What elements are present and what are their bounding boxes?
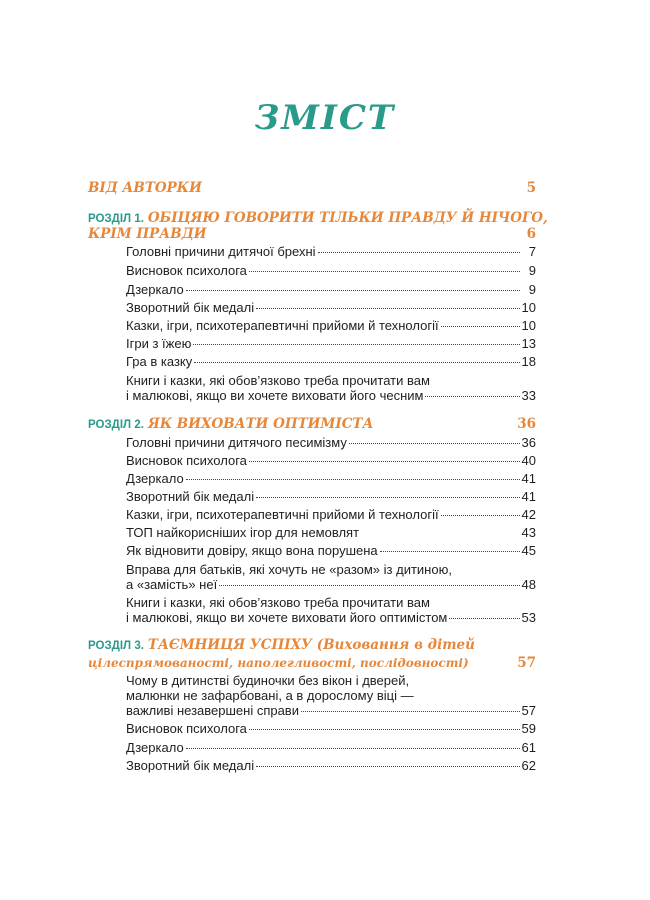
entry-page: 13 [521, 336, 536, 351]
toc-entry-multiline[interactable] [126, 673, 536, 718]
section-page: 6 [526, 226, 536, 242]
entry-text: Головні причини дитячої брехні [126, 244, 316, 259]
dot-leader [441, 326, 520, 327]
dot-leader [425, 396, 519, 397]
section-page: 36 [517, 416, 536, 432]
entry-page: 10 [521, 318, 536, 333]
toc-intro[interactable] [88, 180, 536, 196]
entry-text: Дзеркало [126, 740, 184, 755]
entry-text: Висновок психолога [126, 721, 247, 736]
entry-page: 62 [521, 758, 536, 773]
section-title: ТАЄМНИЦЯ УСПІХУ (Виховання в дітей [147, 637, 475, 653]
toc-entry-multiline[interactable] [126, 595, 536, 625]
dot-leader [449, 618, 519, 619]
entry-text: Казки, ігри, психотерапевтичні прийоми й технології [126, 507, 439, 522]
entry-text: Гра в казку [126, 354, 193, 369]
toc-entry-multiline[interactable] [126, 373, 536, 403]
dot-leader [380, 551, 520, 552]
entry-page: 53 [521, 610, 536, 625]
toc-entry-multiline[interactable] [126, 562, 536, 592]
toc-entry[interactable] [126, 543, 536, 558]
toc-entry[interactable] [126, 244, 536, 259]
dot-leader [349, 443, 520, 444]
entry-page: 9 [528, 282, 536, 297]
page-title: ЗМІСТ [254, 98, 396, 138]
dot-leader [186, 479, 520, 480]
toc-entry[interactable] [126, 435, 536, 450]
entry-page: 48 [521, 577, 536, 592]
toc-entry[interactable] [126, 471, 536, 486]
entry-page: 61 [521, 740, 536, 755]
entry-page: 7 [528, 244, 536, 259]
entry-text: Зворотний бік медалі [126, 489, 255, 504]
section-title: ОБІЦЯЮ ГОВОРИТИ ТІЛЬКИ ПРАВДУ Й НІЧОГО, [147, 210, 548, 226]
entry-text: Головні причини дитячого песимізму [126, 435, 347, 450]
dot-leader [186, 290, 520, 291]
section-page: 57 [517, 655, 536, 671]
section-2-heading[interactable] [88, 416, 536, 432]
toc-entry[interactable] [126, 721, 536, 736]
entry-page: 41 [521, 471, 536, 486]
entry-page: 18 [521, 354, 536, 369]
dot-leader [194, 362, 519, 363]
entry-text: Дзеркало [126, 471, 184, 486]
entry-page: 41 [521, 489, 536, 504]
dot-leader [301, 711, 520, 712]
section-3-heading[interactable] [88, 637, 536, 653]
entry-text: Як відновити довіру, якщо вона порушена [126, 543, 378, 558]
dot-leader [256, 497, 519, 498]
toc-entry[interactable] [126, 354, 536, 369]
dot-leader [256, 766, 519, 767]
dot-leader [219, 585, 519, 586]
intro-page: 5 [526, 180, 536, 196]
entry-text-line: а «замість» неї [126, 577, 218, 592]
section-1-heading-cont[interactable] [88, 226, 536, 242]
entry-text-line: Чому в дитинстві будиночки без вікон і дверей, [126, 673, 410, 688]
section-title: ЯК ВИХОВАТИ ОПТИМІСТА [147, 416, 374, 432]
toc-entry[interactable] [126, 336, 536, 351]
entry-text-line: Книги і казки, які обов’язково треба прочитати вам [126, 373, 430, 388]
toc-entry[interactable] [126, 507, 536, 522]
entry-text: Зворотний бік медалі [126, 758, 255, 773]
toc-entry[interactable] [126, 489, 536, 504]
dot-leader [441, 515, 520, 516]
entry-text-line: Вправа для батьків, які хочуть не «разом» із дитиною, [126, 562, 452, 577]
entry-page: 40 [521, 453, 536, 468]
entry-page: 57 [521, 703, 536, 718]
toc-entry[interactable] [126, 453, 536, 468]
entry-page: 59 [521, 721, 536, 736]
section-prefix: РОЗДІЛ 2. [88, 419, 144, 431]
toc-entry[interactable] [126, 282, 536, 297]
dot-leader [249, 271, 520, 272]
entry-text: Ігри з їжею [126, 336, 192, 351]
section-1-heading[interactable] [88, 210, 548, 226]
entry-page: 9 [528, 263, 536, 278]
toc-entry[interactable] [126, 300, 536, 315]
dot-leader [318, 252, 520, 253]
toc-entry[interactable] [126, 740, 536, 755]
entry-text: Зворотний бік медалі [126, 300, 255, 315]
section-prefix: РОЗДІЛ 3. [88, 640, 144, 652]
dot-leader [256, 308, 519, 309]
entry-text: Висновок психолога [126, 263, 247, 278]
entry-text-line: і малюкові, якщо ви хочете виховати його оптимістом [126, 610, 448, 625]
entry-page: 33 [521, 388, 536, 403]
toc-entry[interactable] [126, 758, 536, 773]
toc-entry[interactable] [126, 525, 536, 540]
section-3-heading-cont[interactable] [88, 655, 536, 671]
entry-text: ТОП найкорисніших ігор для немовлят [126, 525, 360, 540]
entry-text: Дзеркало [126, 282, 184, 297]
entry-page: 10 [521, 300, 536, 315]
entry-text-line: малюнки не зафарбовані, а в дорослому віці — [126, 688, 414, 703]
entry-page: 43 [521, 525, 536, 540]
toc-entry[interactable] [126, 318, 536, 333]
entry-text: Казки, ігри, психотерапевтичні прийоми й технології [126, 318, 439, 333]
entry-text-line: і малюкові, якщо ви хочете виховати його чесним [126, 388, 424, 403]
section-title-cont: КРІМ ПРАВДИ [88, 226, 207, 242]
entry-page: 42 [521, 507, 536, 522]
section-title-cont: цілеспрямованості, наполегливості, послідовності) [88, 656, 469, 670]
dot-leader [249, 461, 520, 462]
dot-leader [186, 748, 520, 749]
entry-text-line: Книги і казки, які обов’язково треба прочитати вам [126, 595, 430, 610]
dot-leader [193, 344, 519, 345]
toc-entry[interactable] [126, 263, 536, 278]
dot-leader [249, 729, 520, 730]
entry-page: 45 [521, 543, 536, 558]
entry-page: 36 [521, 435, 536, 450]
entry-text-line: важливі незавершені справи [126, 703, 299, 718]
intro-label: ВІД АВТОРКИ [88, 180, 202, 196]
section-prefix: РОЗДІЛ 1. [88, 213, 144, 225]
entry-text: Висновок психолога [126, 453, 247, 468]
